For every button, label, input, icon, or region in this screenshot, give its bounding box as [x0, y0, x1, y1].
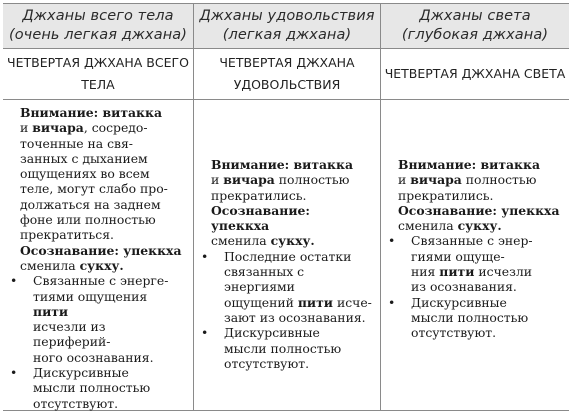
column-divider: [193, 4, 194, 410]
header-cell-light-jhana: [381, 4, 569, 48]
text-line: прекратиться.: [20, 227, 114, 243]
text: исче-: [336, 294, 372, 310]
list-item: [388, 294, 561, 341]
subheader-line: ЧЕТВЕРТАЯ ДЖХАНА ВСЕГО: [7, 55, 189, 70]
text: полностью: [465, 172, 537, 188]
text-line: Последние остатки: [224, 248, 352, 264]
text: сменила: [211, 233, 267, 249]
subheader-line: ЧЕТВЕРТАЯ ДЖХАНА СВЕТА: [384, 66, 566, 81]
term-sukha: сукху.: [457, 218, 502, 234]
text-line: зают из осознавания.: [224, 309, 366, 325]
text-and: и: [20, 120, 29, 136]
text-and: и: [398, 172, 407, 188]
bullet-icon: •: [388, 294, 396, 310]
text-line: гиями ощуще-: [411, 248, 505, 264]
text-line: Связанные с энерге-: [33, 273, 169, 289]
text-line: Дискурсивные: [411, 294, 507, 310]
text: исчезли: [478, 264, 533, 280]
text-line: мысли полностью: [33, 380, 151, 396]
text: , сосредо-: [83, 120, 148, 136]
awareness-label: Осознавание: упеккха: [398, 202, 560, 218]
row-divider: [3, 48, 569, 49]
text: ощущений: [224, 294, 294, 310]
text-line: мысли полностью: [224, 340, 342, 356]
subheader-cell-3: [381, 49, 569, 99]
jhana-comparison-table: [3, 3, 569, 411]
header-subtitle: (глубокая джхана): [401, 27, 549, 43]
text: тиями ощущения: [33, 288, 148, 304]
header-title: Джханы всего тела: [22, 8, 174, 24]
body-cell-3: [381, 157, 569, 410]
subheader-line: ЧЕТВЕРТАЯ ДЖХАНА: [219, 55, 355, 70]
term-piti: пити: [33, 303, 69, 319]
subheader-cell-1: [3, 49, 193, 99]
list-item: [388, 233, 561, 295]
term-vichara: вичара: [223, 172, 275, 188]
attention-label: Внимание: витакка: [398, 157, 540, 172]
bullet-icon: •: [388, 233, 396, 249]
awareness-label: Осознавание: упеккха: [20, 242, 182, 258]
term-sukha: сукху.: [270, 233, 315, 249]
body-cell-1: [3, 105, 193, 410]
subheader-cell-2: [194, 49, 380, 99]
header-title: Джханы удовольствия: [199, 8, 375, 24]
text-line: ного осознавания.: [33, 349, 154, 365]
bullet-icon: •: [201, 325, 209, 341]
list-item: [201, 325, 372, 371]
text-and: и: [211, 172, 220, 188]
text-line: Дискурсивные: [33, 365, 129, 381]
attention-label: Внимание: витакка: [211, 157, 353, 172]
text: сменила: [20, 257, 76, 273]
list-item: [201, 248, 372, 325]
text: сменила: [398, 218, 454, 234]
text-line: ощущениях во всем: [20, 166, 150, 182]
row-divider: [3, 99, 569, 100]
term-vichara: вичара: [410, 172, 462, 188]
header-subtitle: (очень легкая джхана): [8, 27, 188, 43]
header-title: Джханы света: [419, 8, 531, 24]
header-cell-pleasure-jhana: [194, 4, 380, 48]
text-line: отсутствуют.: [224, 355, 310, 371]
body-cell-2: [194, 157, 380, 410]
bullet-icon: •: [201, 248, 209, 264]
text-line: прекратились.: [398, 187, 494, 203]
text-line: Связанные с энер-: [411, 233, 533, 249]
subheader-line: ТЕЛА: [81, 77, 115, 92]
text-line: отсутствуют.: [411, 325, 497, 341]
header-cell-body-jhana: [3, 4, 193, 48]
text-line: отсутствуют.: [33, 395, 119, 411]
list-item: [10, 365, 185, 411]
subheader-line: УДОВОЛЬСТВИЯ: [233, 77, 341, 92]
text-line: исчезли из периферий-: [33, 319, 111, 350]
text-line: прекратились.: [211, 187, 307, 203]
text-line: Дискурсивные: [224, 325, 320, 341]
text-line: теле, могут слабо про-: [20, 181, 168, 197]
text-line: связанных с энергиями: [224, 264, 305, 295]
header-subtitle: (легкая джхана): [222, 27, 352, 43]
text: ния: [411, 264, 436, 280]
column-divider: [380, 4, 381, 410]
term-vichara: вичара: [32, 120, 84, 136]
bullet-icon: •: [10, 273, 18, 289]
text-line: мысли полностью: [411, 309, 529, 325]
text-line: из осознавания.: [411, 279, 517, 295]
text-line: должаться на заднем: [20, 196, 161, 212]
bullet-icon: •: [10, 365, 18, 381]
text-line: занных с дыханием: [20, 150, 148, 166]
list-item: [10, 273, 185, 365]
text-line: фоне или полностью: [20, 212, 156, 228]
text-line: точенные на свя-: [20, 135, 133, 151]
attention-label: Внимание: витакка: [20, 105, 162, 120]
awareness-label: Осознавание: упеккха: [211, 202, 310, 234]
term-sukha: сукху.: [79, 257, 124, 273]
term-piti: пити: [439, 264, 475, 280]
term-piti: пити: [297, 294, 333, 310]
text: полностью: [278, 172, 350, 188]
